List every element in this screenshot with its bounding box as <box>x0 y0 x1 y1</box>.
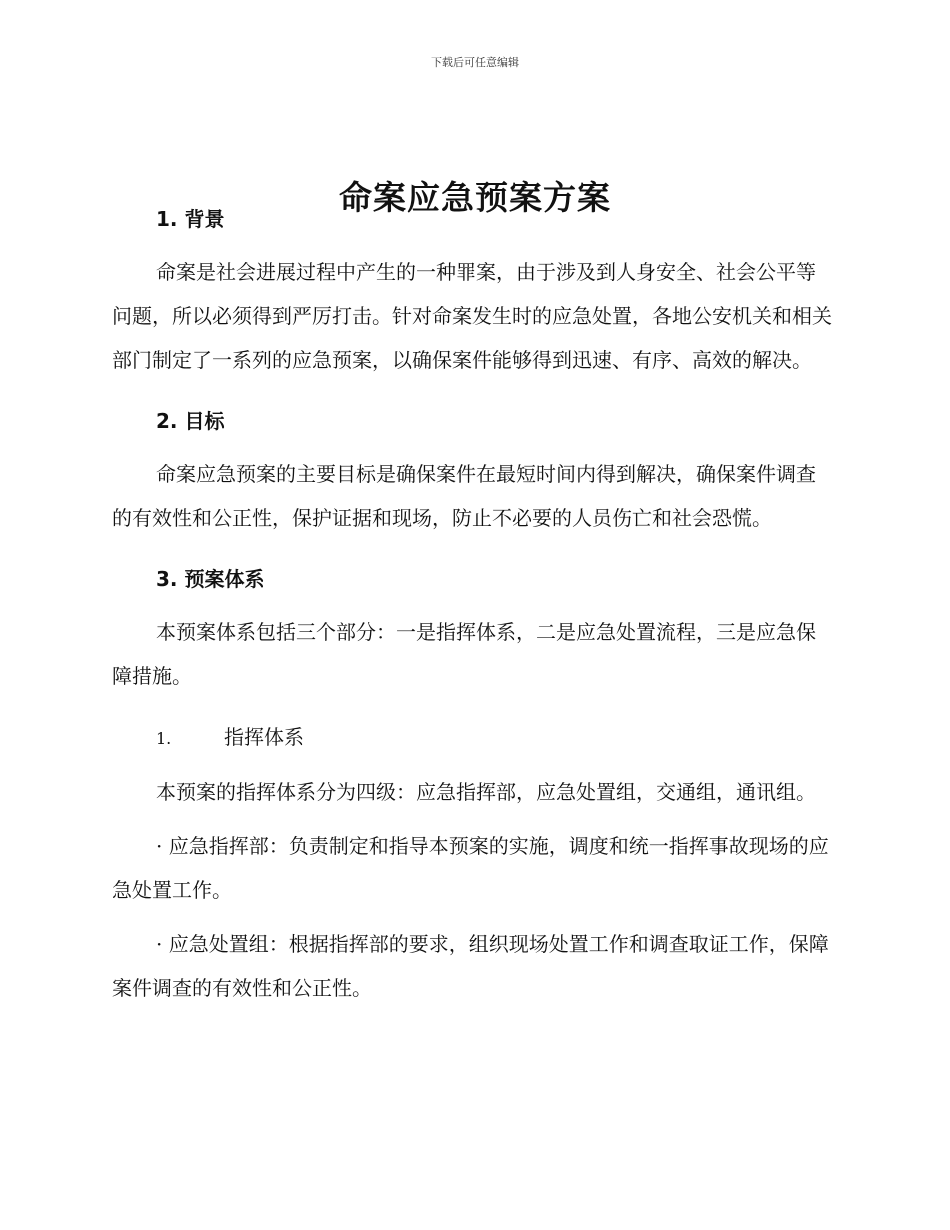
subsection-command-system <box>112 722 832 754</box>
page-header: 下载后可任意编辑 <box>431 56 519 69</box>
paragraph-goal: 命案应急预案的主要目标是确保案件在最短时间内得到解决，确保案件调查的有效性和公正性，保护证据和现场，防止不必要的人员伤亡和社会恐慌。 <box>112 462 816 530</box>
section-heading-goal: 2. 目标 <box>156 409 225 433</box>
subsection-number: 1. <box>156 729 172 748</box>
paragraph-plan-system: 本预案体系包括三个部分：一是指挥体系，二是应急处置流程，三是应急保障措施。 <box>112 620 816 688</box>
document-body <box>112 204 832 1010</box>
bullet-command-center: · 应急指挥部：负责制定和指导本预案的实施，调度和统一指挥事故现场的应急处置工作。 <box>112 834 829 902</box>
document-title: 命案应急预案方案 <box>339 178 611 218</box>
section-heading-background: 1. 背景 <box>156 207 225 231</box>
subsection-label: 指挥体系 <box>224 725 304 749</box>
section-heading-plan-system: 3. 预案体系 <box>156 567 265 591</box>
bullet-response-team: · 应急处置组：根据指挥部的要求，组织现场处置工作和调查取证工作，保障案件调查的有效性和公正性。 <box>112 932 829 1000</box>
paragraph-background: 命案是社会进展过程中产生的一种罪案，由于涉及到人身安全、社会公平等问题，所以必须得到严厉打击。针对命案发生时的应急处置，各地公安机关和相关部门制定了一系列的应急预案，以确保案件能够得到迅速、有序、高效的解决。 <box>112 260 832 372</box>
paragraph-command-levels: 本预案的指挥体系分为四级：应急指挥部，应急处置组，交通组，通讯组。 <box>156 780 816 804</box>
